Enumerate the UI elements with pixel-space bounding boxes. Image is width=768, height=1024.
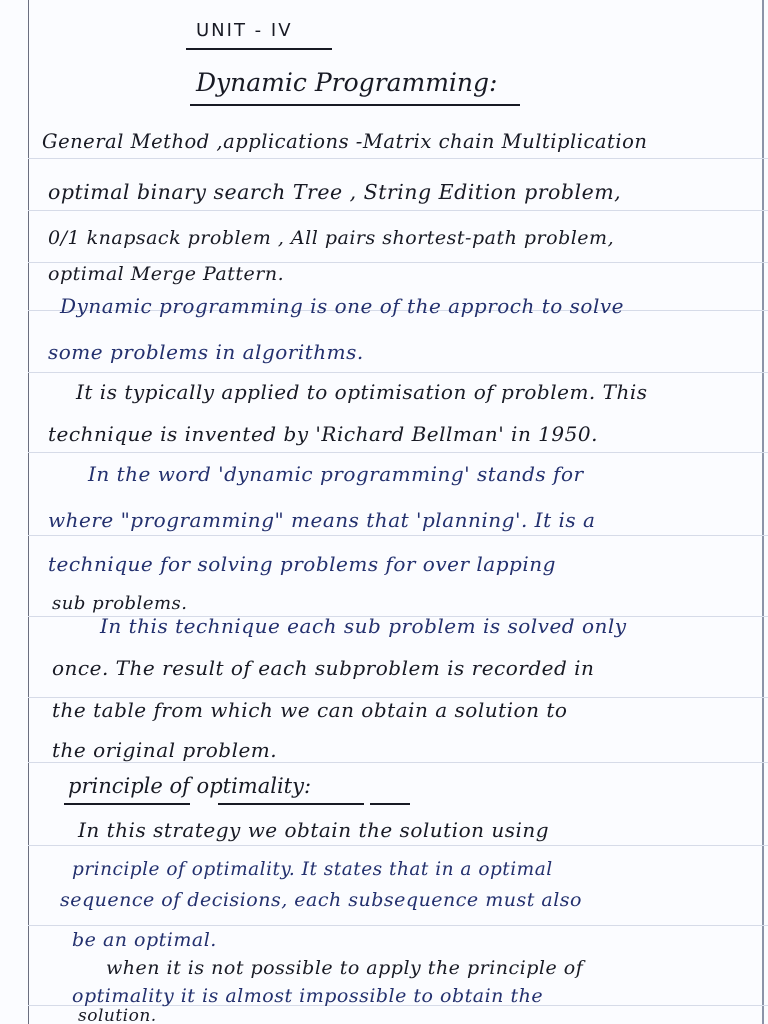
- text-line: be an optimal.: [72, 929, 217, 951]
- text-line: principle of optimality. It states that in a optimal: [72, 859, 553, 880]
- text-line: where "programming" means that 'planning'. It is a: [48, 508, 596, 532]
- text-line: 0/1 knapsack problem , All pairs shortest-path problem,: [48, 227, 615, 249]
- unit-heading: UNIT - IV: [196, 20, 293, 41]
- text-line: some problems in algorithms.: [48, 340, 364, 364]
- ruled-line: [28, 210, 768, 211]
- unit-underline: [186, 48, 332, 50]
- text-line: optimality it is almost impossible to obtain the: [72, 985, 544, 1007]
- ruled-line: [28, 372, 768, 373]
- ruled-line: [28, 762, 768, 763]
- text-line: solution.: [78, 1006, 157, 1024]
- section-underline: [64, 803, 190, 805]
- text-line: In this technique each sub problem is solved only: [100, 614, 627, 638]
- section-underline: [218, 803, 364, 805]
- ruled-line: [28, 452, 768, 453]
- page-edge: [762, 0, 764, 1024]
- text-line: the original problem.: [52, 738, 278, 762]
- section-heading: principle of optimality:: [68, 774, 312, 798]
- text-line: when it is not possible to apply the principle of: [106, 957, 584, 979]
- margin-line: [28, 0, 29, 1024]
- text-line: technique is invented by 'Richard Bellman' in 1950.: [48, 422, 598, 446]
- text-line: Dynamic programming is one of the approch to solve: [60, 294, 625, 318]
- page-title: Dynamic Programming:: [196, 68, 498, 97]
- ruled-line: [28, 158, 768, 159]
- section-underline: [370, 803, 410, 805]
- text-line: optimal Merge Pattern.: [48, 263, 285, 285]
- text-line: technique for solving problems for over lapping: [48, 552, 556, 576]
- text-line: optimal binary search Tree , String Edition problem,: [48, 180, 622, 204]
- ruled-line: [28, 845, 768, 846]
- title-underline: [190, 104, 520, 106]
- text-line: sequence of decisions, each subsequence must also: [60, 889, 582, 911]
- text-line: the table from which we can obtain a solution to: [52, 698, 568, 722]
- text-line: In the word 'dynamic programming' stands for: [88, 462, 584, 486]
- ruled-line: [28, 925, 768, 926]
- text-line: General Method ,applications -Matrix chain Multiplication: [42, 130, 648, 153]
- text-line: In this strategy we obtain the solution using: [78, 818, 550, 842]
- text-line: It is typically applied to optimisation of problem. This: [76, 380, 648, 404]
- text-line: sub problems.: [52, 593, 188, 614]
- text-line: once. The result of each subproblem is recorded in: [52, 656, 595, 680]
- ruled-line: [28, 535, 768, 536]
